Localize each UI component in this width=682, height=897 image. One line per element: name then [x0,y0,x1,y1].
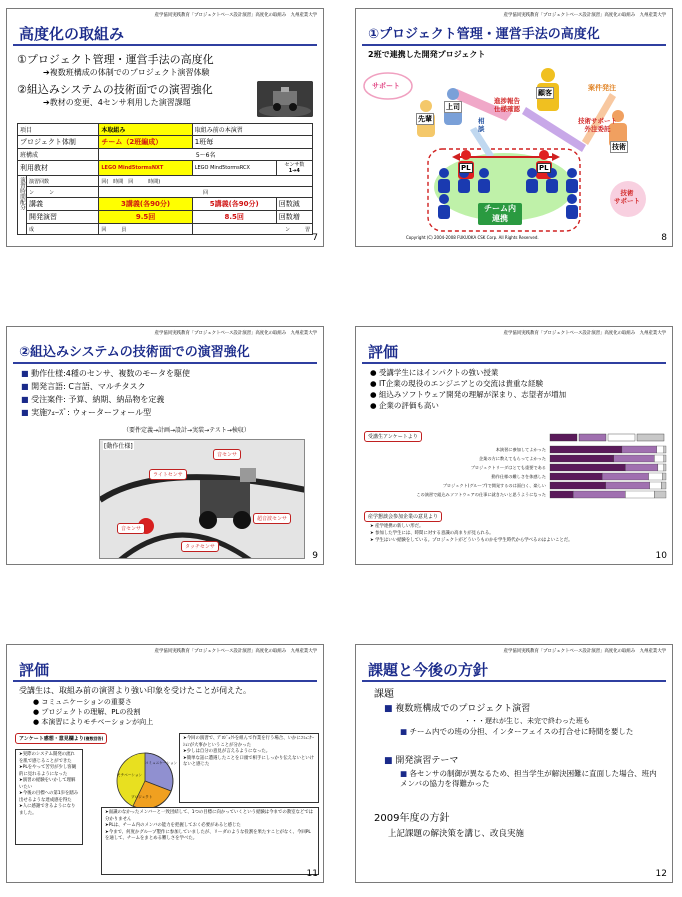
lead-text: 受講生は、取組み前の演習より強い印象を受けたことが伺えた。 [19,686,251,695]
bar-segment [550,446,622,453]
heading-2-sub: ➔教材の変更、4センサ利用した演習課題 [43,98,191,107]
legend-swatch [550,434,577,441]
title-rule [13,680,317,682]
survey-note: (複数回答) [83,736,104,741]
legend-swatch [579,434,606,441]
label-consult: 相 談 [478,117,485,133]
cell: LEGO Mind5tormsNXT [99,161,192,176]
slide-title: 評価 [19,661,50,679]
legend-swatch [637,434,664,441]
bullet-list [370,367,566,411]
category-label: 本演習に参加してよかった [495,447,546,452]
cell: プロジェクト体制 [18,136,99,149]
bullet-text: IT企業の現役のエンジニアとの交流は貴重な経験 [378,379,544,388]
check-icon: ➤ [370,531,376,536]
list-item [370,530,573,537]
comment-text: 面識のなかったメンバーと一致団結して、1つの目標に向かっていくという経験は今までの教室などでは分かりません [105,810,314,822]
bar-segment [602,473,648,480]
bullet-text: 動作仕様:4種のセンサ、複数のモータを駆使 [31,369,191,378]
title-rule [13,44,317,46]
cell: チーム（2班編成） [99,136,192,149]
cell: 演習回数 [27,176,99,187]
bar-segment [657,446,664,453]
list-item: ➤実際のシステム開発の流れを肌で感じることができた [19,752,75,764]
comment-text: PLをやって苦労が少し客観的に見れるようになった [19,765,77,777]
comparison-table [17,123,313,235]
list-item [370,523,573,530]
slide-header: 産学協同実践教育「プロジェクトベース設計演習」高度化の取組み 九州産業大学 [503,649,666,654]
bullet-icon: ■ [400,727,410,736]
slide-9 [6,326,324,565]
cell [276,161,312,176]
heading-1: ①プロジェクト管理・運営手法の高度化 [17,53,214,66]
cell: 講義 [27,198,99,211]
sensor-label: センサ数 [284,162,305,168]
bar-segment [649,473,663,480]
title-rule [13,362,317,364]
slide-11 [6,644,324,883]
bar-segment [664,455,666,462]
policy-text: 上記課題の解決策を講じ、改良実施 [388,829,525,839]
bar-segment [573,491,625,498]
category-label: プロジェクトリーダはとても重要である [470,465,546,470]
copyright: Copyright (C) 2004-2008 FUKUOKA CSK Corp. All Rights Reserved. [406,235,539,240]
bullet-text: コミュニケーションの重要さ [41,698,132,706]
list-item: ➤PLは、チーム内のメンバの能力を把握しておく必要があると感じた [105,823,241,828]
category-label: プロジェクト(グループ)で開発するのは面白く、楽しい [442,483,546,488]
label-sound-sensor-top: 音センサ [213,449,241,460]
cell: 成 [27,224,99,235]
list-item: ➤演習の経験をいかして理解いたい [19,778,76,790]
cell: 8.5回 [192,211,276,224]
lecture-now: 3講義(各90分) [121,200,171,208]
bullet-icon: ■ [21,382,32,391]
check-icon: ➤ [370,524,376,529]
bullet-icon: ● [33,708,42,716]
list-item [370,378,566,389]
bar-segment [664,446,666,453]
bullet-text: 受講学生にはインパクトの強い授業 [378,368,499,377]
comment-pie-icon [113,749,177,813]
list-item [21,393,190,406]
pie-label-communication: コミュニケーション [145,761,178,765]
slide-header: 産学協同実践教育「プロジェクトベース設計演習」高度化の取組み 九州産業大学 [154,13,317,18]
cell: ン ン [27,187,99,198]
page-number: 10 [655,551,667,561]
bullet-text: 開発言語: C言語、マルチタスク [31,382,146,391]
issue-heading: 課題 [374,689,394,700]
list-item [33,697,153,707]
survey-label [15,733,107,744]
bar-segment [658,464,664,471]
cell [99,198,192,211]
bullet-icon: ● [33,698,42,706]
list-item: ➤少しは自分の意見が言えるようになった。 [183,749,271,754]
list-item [21,367,190,380]
cell: 回 員 [99,224,192,235]
survey-label-text: アンケート感想・意見欄より [19,736,84,742]
point-text: 産学連携の新しい形だ。 [375,524,424,529]
slide-header: 産学協同実践教育「プロジェクトベース設計演習」高度化の取組み 九州産業大学 [154,331,317,336]
chart-category-labels [362,445,546,499]
bar-segment [654,455,663,462]
bar-segment [550,464,625,471]
list-item: ➤簡単な話に遭遇したことを口頭で相手にしっかり伝えないといけないと感じた [183,755,315,767]
point-text: 学生はいい経験をしている。プロジェクトがどういうものかを学生時代から学べるのはよいことだ。 [375,538,573,543]
cell: 項目 [18,124,99,136]
pie-label-project: プロジェクト [131,795,153,799]
page-number: 11 [306,869,318,879]
company-label: 産学懇談会参加企業の意見より [364,511,442,522]
legend-swatch [608,434,635,441]
issue-1-note: ・・・遅れが生じ、未完で終わった班も [464,717,590,725]
bullet-icon: ■ [21,408,32,417]
slide-7 [6,8,324,247]
label-progress: 進捗報告 仕様確認 [494,97,520,113]
bar-segment [625,491,654,498]
bar-segment [650,482,662,489]
bullet-icon: ■ [21,395,32,404]
comment-text: 簡単な話に遭遇したことを口頭で相手にしっかり伝えないといけないと感じた [183,755,315,767]
company-points [370,523,573,544]
cell: 取組み前の本演習 [192,124,312,136]
bullet-icon: ● [370,401,379,410]
cell: ン 習 [192,224,312,235]
label-order: 案件発注 [588,84,616,92]
bullet-text: チーム内での班の分担、インターフェイスの打合せに時間を要した [409,727,634,736]
slide-header: 産学協同実践教育「プロジェクトベース設計演習」高度化の取組み 九州産業大学 [503,13,666,18]
bar-segment [654,491,666,498]
title-rule [362,44,666,46]
cell: 利用教材 [18,161,99,176]
cell: 1班毎 [192,136,312,149]
slide-title: 評価 [368,343,399,361]
point-text: 参加した学生には、時間に対する意識の高まりが見られる。 [375,531,494,536]
slide-subtitle: 2班で連携した開発プロジェクト [368,50,486,59]
title-rule [362,680,666,682]
bullet-icon: ● [370,368,379,377]
bullet-icon: ● [370,379,379,388]
label-senior: 先輩 [418,115,432,123]
right-comments [179,733,319,803]
check-icon: ➤ [370,538,376,543]
comment-text: PLは、チーム内のメンバの能力を把握しておく必要があると感じた [108,823,241,828]
bar-segment [622,446,657,453]
slide-8 [355,8,673,247]
slide-10 [355,326,673,565]
bullet-text: 受注案件: 予算、納期、納品物を定義 [31,395,165,404]
bullet-icon: ● [370,390,379,399]
list-item: ➤今まで、何度かグループ製作に参加していましたが、リーダのような役割を果たすことがなく、今回PLを通して、チームをまとめる難しさを学べた。 [105,829,311,841]
bullet-text: 実施ﾌｪｰｽﾞ: ウォーターフォール型 [31,408,152,417]
bar-segment [606,482,650,489]
team-members-right-icon [524,167,584,227]
bullet-icon: ■ [400,769,410,778]
cell: 回数増 [276,211,312,224]
bar-segment [550,491,573,498]
heading-1-sub: ➔複数班構成の体制でのプロジェクト演習体験 [43,68,210,77]
slide-title: ②組込みシステムの技術面での演習強化 [19,345,250,360]
bar-segment [663,473,666,480]
robot-photo [257,81,313,117]
category-label: 企業の方に教えてもらってよかった [478,456,546,461]
lecture-before: 5講義(各90分) [209,200,259,208]
comment-text: 今まで、何度かグループ製作に参加していましたが、リーダのような役割を果たすことがなく、今回PLを通して、チームをまとめる難しさを学べた。 [105,829,311,841]
label-tech-support: 技術サポート 外注委託 [578,117,617,133]
bullet-text: 各センサの制御が異なるため、担当学生が解決困難に直面した場合、班内メンバの協力を得難かった [400,769,657,788]
page-number: 12 [655,869,667,879]
bar-segment [625,464,657,471]
comment-text: 人に感謝できるようになりました。 [19,804,76,816]
label-engineer: 技術 [612,143,626,151]
label-boss: 上司 [446,103,460,111]
issue-1-sub [400,727,660,737]
title-rule [362,362,666,364]
photo-caption: [動作仕様] [104,443,133,450]
bar-segment [550,473,602,480]
slide-title: 高度化の取組み [19,25,125,43]
bullet-icon: ● [33,718,42,726]
left-comments [15,749,83,845]
page-number: 7 [312,233,318,243]
sensor-change: 1➔4 [288,168,300,174]
list-item: ➤PLをやって苦労が少し客観的に見れるようになった [19,765,77,777]
cell: 班構成 [18,149,99,161]
list-item [21,380,190,393]
label-light-sensor: ライトセンサ [149,469,187,480]
policy-heading: 2009年度の方針 [374,813,450,824]
list-item [370,537,573,544]
comment-text: 今後の目標への第1歩を踏み出せるような達成感を得た [19,791,79,803]
list-item [370,367,566,378]
bar-segment [661,482,666,489]
comment-text: 実際のシステム開発の流れを肌で感じることができた [19,752,75,764]
slide-title: ①プロジェクト管理・運営手法の高度化 [368,27,600,42]
list-item: ➤今回の演習で、ﾌﾟﾛｼﾞｪｸﾄを組んで作業を行う場合、いかにｺﾐｭﾆｹｰｼｮﾝが大事かということが分かった [183,736,314,748]
bar-segment [664,464,666,471]
slide-12 [355,644,673,883]
issue-1 [384,701,530,714]
cell: 開発演習 [27,211,99,224]
cell: 5～6名 [99,149,313,161]
bottom-comments [101,807,319,875]
bar-segment [614,455,655,462]
label-ultrasonic-sensor: 超音波センサ [253,513,291,524]
bullet-list [33,697,153,727]
bullet-text: 企業の評価も高い [378,401,439,410]
category-label: この演習で組込みソフトウェアの仕事に就きたいと思うようになった [416,492,546,497]
bullet-text: 組込みソフトウェア開発の理解が深まり、志望者が増加 [378,390,567,399]
bullet-list [21,367,190,419]
bar-segment [550,482,606,489]
bullet-icon: ■ [21,369,32,378]
label-tech-support-2: 技術 サポート [614,189,640,205]
label-pl-left: PL [461,164,471,172]
phase-flow: （要件定義→計画→設計→実装→テスト→検収） [123,427,250,434]
issue-2 [384,753,458,766]
list-item [33,717,153,727]
bullet-text: 本演習によりモチベーションが向上 [41,718,154,726]
label-touch-sensor: タッチセンサ [181,541,219,552]
bar-segment [550,455,614,462]
cell: 9.5回 [99,211,192,224]
cell: 回数減 [276,198,312,211]
list-item: ➤今後の目標への第1歩を踏み出せるような達成感を得た [19,791,79,803]
bullet-text: プロジェクトの理解、PLの役割 [41,708,141,716]
list-item: ➤人に感謝できるようになりました。 [19,804,76,816]
list-item [370,400,566,411]
issue-2-sub [400,769,660,789]
category-label: 動作仕様の難しさを体感した [491,474,546,479]
slide-header: 産学協同実践教育「プロジェクトベース設計演習」高度化の取組み 九州産業大学 [154,649,317,654]
page-number: 9 [312,551,318,561]
survey-bar-chart [548,433,668,509]
cell [192,198,276,211]
comment-text: 演習の経験をいかして理解いたい [19,778,76,790]
heading-2: ②組込みシステムの技術面での演習強化 [17,83,213,96]
label-team: チーム内 連携 [478,203,522,225]
cell: 本取組み [99,124,192,136]
survey-label: 受講生アンケートより [364,431,422,442]
label-customer: 顧客 [538,89,552,97]
label-pl-right: PL [539,164,549,172]
cell: 回 [99,187,313,198]
list-item [370,389,566,400]
side-label: 演習時間配分 [18,176,27,235]
cell: 回( 時間 回 時間) [99,176,313,187]
label-support: サポート [372,82,400,90]
robot-icon [257,81,313,117]
cell: LEGO Mind5tormsRCX [192,161,276,176]
list-item: ➤面識のなかったメンバーと一致団結して、1つの目標に向かっていくという経験は今までの教室などでは分かりません [105,810,314,822]
pie-label-motivation: モチベーション [117,773,143,777]
list-item [33,707,153,717]
page-number: 8 [661,233,667,243]
comment-text: 今回の演習で、ﾌﾟﾛｼﾞｪｸﾄを組んで作業を行う場合、いかにｺﾐｭﾆｹｰｼｮﾝが大事かということが分かった [183,736,314,748]
bullet-icon: ■ [384,704,396,714]
label-sound-sensor: 音センサ [117,523,145,534]
bullet-icon: ■ [384,756,396,766]
list-item [21,406,190,419]
comment-text: 少しは自分の意見が言えるようになった。 [186,749,271,754]
bullet-text: 複数班構成でのプロジェクト演習 [395,704,531,714]
slide-header: 産学協同実践教育「プロジェクトベース設計演習」高度化の取組み 九州産業大学 [503,331,666,336]
bullet-text: 開発演習テーマ [395,756,459,766]
slide-title: 課題と今後の方針 [368,661,489,679]
